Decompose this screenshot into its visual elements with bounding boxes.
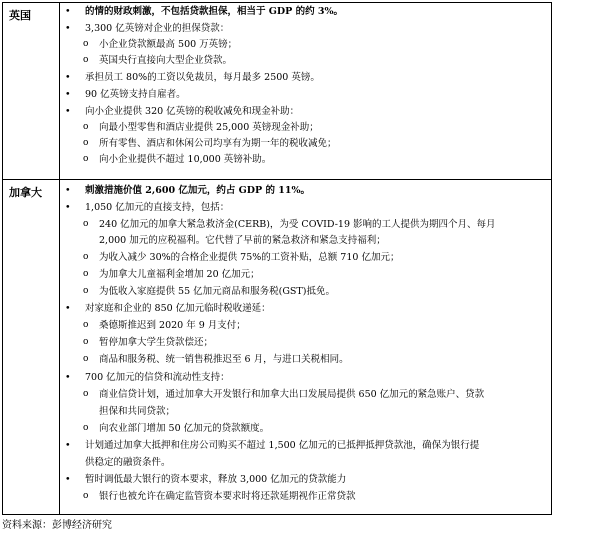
list-item-continued: 供稳定的融资条件。 (85, 457, 171, 468)
bullet-icon: • (65, 372, 71, 383)
sub-list-item: 240 亿加元的加拿大紧急救济金(CERB)，为受 COVID-19 影响的工人提供为期四个月、每月 (99, 219, 496, 230)
list-item: 1,050 亿加元的直接支持，包括： (85, 202, 230, 213)
bullet-icon: • (65, 474, 71, 485)
sub-list-item: 小企业贷款额最高 500 万英镑； (99, 39, 238, 50)
list-item: 3,300 亿英镑对企业的担保贷款： (85, 23, 230, 34)
table-row-uk (3, 3, 551, 180)
sub-bullet-icon: o (83, 320, 89, 330)
sub-bullet-icon: o (83, 252, 89, 262)
sub-list-item: 为低收入家庭提供 55 亿加元商品和服务税(GST)抵免。 (99, 286, 335, 297)
sub-bullet-icon: o (83, 138, 89, 148)
sub-list-item: 向农业部门增加 50 亿加元的贷款额度。 (99, 423, 270, 434)
list-item: 承担员工 80%的工资以免裁员，每月最多 2500 英镑。 (85, 72, 320, 83)
bullet-icon: • (65, 106, 71, 117)
list-item: 计划通过加拿大抵押和住房公司购买不超过 1,500 亿加元的已抵押抵押贷款池，确保为银行提 (85, 440, 480, 451)
list-item: 向小企业提供 320 亿英镑的税收减免和现金补助： (85, 106, 300, 117)
sub-list-item: 商品和服务税、统一销售税推迟至 6 月，与进口关税相同。 (99, 354, 349, 365)
bullet-icon: • (65, 202, 71, 213)
bullet-icon: • (65, 72, 71, 83)
list-item: 700 亿加元的信贷和流动性支持： (85, 372, 230, 383)
sub-bullet-icon: o (83, 39, 89, 49)
sub-list-item: 银行也被允许在确定监管资本要求时将还款延期视作正常贷款 (99, 491, 356, 502)
list-item: 90 亿英镑支持自雇者。 (85, 89, 186, 100)
sub-bullet-icon: o (83, 269, 89, 279)
sub-list-item: 暂停加拿大学生贷款偿还； (99, 337, 214, 348)
source-note: 资料来源：彭博经济研究 (2, 520, 112, 531)
sub-bullet-icon: o (83, 423, 89, 433)
list-item: 的情的财政刺激，不包括贷款担保，相当于 GDP 的约 3%。 (85, 6, 344, 17)
policy-table (2, 2, 552, 515)
bullet-icon: • (65, 303, 71, 314)
list-item: 对家庭和企业的 850 亿加元临时税收递延： (85, 303, 271, 314)
sub-bullet-icon: o (83, 389, 89, 399)
sub-list-item: 向小企业提供不超过 10,000 英镑补助。 (99, 154, 272, 165)
bullet-icon: • (65, 440, 71, 451)
bullet-icon: • (65, 185, 71, 196)
table-row-canada (3, 180, 551, 514)
sub-list-item: 为收入减少 30%的合格企业提供 75%的工资补贴，总额 710 亿加元； (99, 252, 400, 263)
sub-list-item: 所有零售、酒店和休闲公司均享有为期一年的税收减免； (99, 138, 337, 149)
sub-list-item: 英国央行直接向大型企业贷款。 (99, 55, 233, 66)
sub-list-item: 桑德斯推迟到 2020 年 9 月支付； (99, 320, 246, 331)
sub-bullet-icon: o (83, 491, 89, 501)
sub-bullet-icon: o (83, 154, 89, 164)
country-cell-uk: 英国 (9, 9, 31, 22)
sub-bullet-icon: o (83, 286, 89, 296)
sub-list-item-continued: 2,000 加元的应税福利。它代替了早前的紧急救济和紧急支持福利； (99, 235, 386, 246)
sub-list-item: 商业信贷计划，通过加拿大开发银行和加拿大出口发展局提供 650 亿加元的紧急账户、贷款 (99, 389, 485, 400)
sub-bullet-icon: o (83, 354, 89, 364)
sub-list-item: 为加拿大儿童福利金增加 20 亿加元； (99, 269, 260, 280)
bullet-icon: • (65, 6, 71, 17)
sub-list-item: 向最小型零售和酒店业提供 25,000 英镑现金补助； (99, 122, 319, 133)
sub-bullet-icon: o (83, 219, 89, 229)
bullet-icon: • (65, 23, 71, 34)
sub-bullet-icon: o (83, 55, 89, 65)
sub-bullet-icon: o (83, 337, 89, 347)
list-item: 刺激措施价值 2,600 亿加元，约占 GDP 的 11%。 (85, 185, 311, 196)
country-cell-canada: 加拿大 (9, 186, 42, 199)
list-item: 暂时调低最大银行的资本要求，释放 3,000 亿加元的贷款能力 (85, 474, 347, 485)
sub-bullet-icon: o (83, 122, 89, 132)
sub-list-item-continued: 担保和共同贷款； (99, 406, 176, 417)
bullet-icon: • (65, 89, 71, 100)
